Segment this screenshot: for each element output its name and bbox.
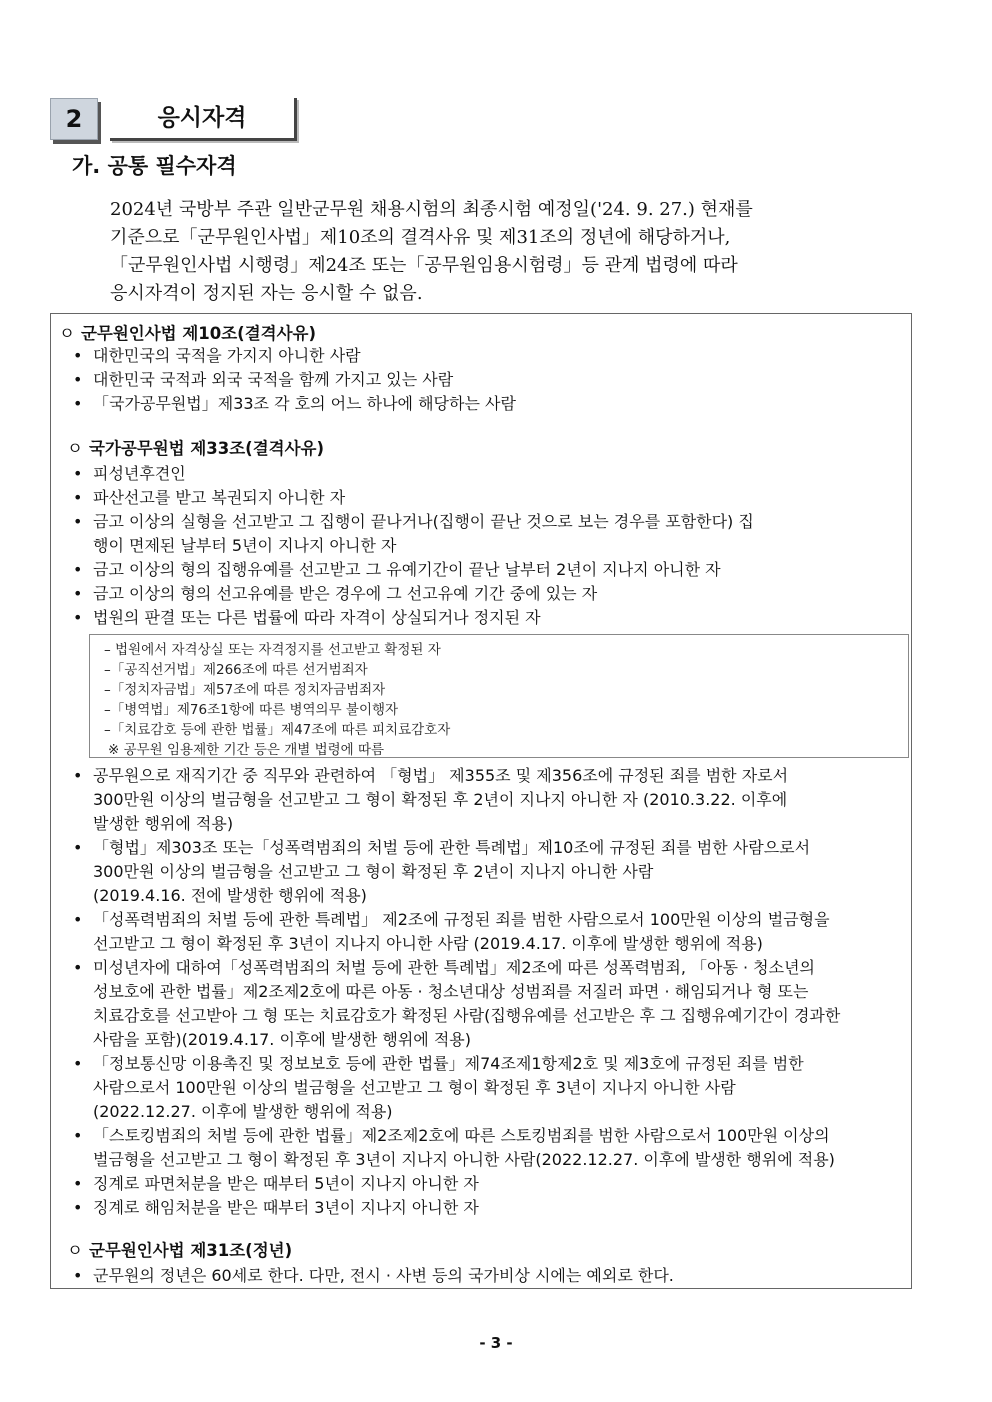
section-number: 2 bbox=[50, 98, 98, 140]
section-title: 응시자격 bbox=[110, 98, 297, 141]
bullet: • bbox=[73, 584, 83, 603]
circle-marker: ㅇ bbox=[67, 439, 83, 458]
item-text: 징계로 해임처분을 받은 때부터 3년이 지나지 아니한 자 bbox=[93, 1198, 479, 1217]
item-text: 군무원의 정년은 60세로 한다. 다만, 전시 · 사변 등의 국가비상 시에는 예외로 한다. bbox=[93, 1266, 674, 1285]
sub-item: –「공직선거법」제266조에 따른 선거범죄자 bbox=[104, 662, 368, 678]
bullet: • bbox=[73, 512, 83, 531]
sub-item: –「치료감호 등에 관한 법률」제47조에 따른 피치료감호자 bbox=[104, 722, 451, 738]
item-text: 선고받고 그 형이 확정된 후 3년이 지나지 아니한 사람 (2019.4.17. 이후에 발생한 행위에 적용) bbox=[93, 934, 763, 953]
item-text: 300만원 이상의 벌금형을 선고받고 그 형이 확정된 후 2년이 지나지 아니한 사람 bbox=[93, 862, 654, 881]
item-text: 금고 이상의 실형을 선고받고 그 집행이 끝나거나(집행이 끝난 것으로 보는 경우를 포함한다) 집 bbox=[93, 512, 754, 531]
item-text: 치료감호를 선고받아 그 형 또는 치료감호가 확정된 사람(집행유예를 선고받은 후 그 집행유예기간이 경과한 bbox=[93, 1006, 841, 1025]
sub-item: – 법원에서 자격상실 또는 자격정지를 선고받고 확정된 자 bbox=[104, 642, 441, 658]
item-text: 300만원 이상의 벌금형을 선고받고 그 형이 확정된 후 2년이 지나지 아니한 자 (2010.3.22. 이후에 bbox=[93, 790, 788, 809]
item-text: 피성년후견인 bbox=[93, 464, 186, 483]
bullet: • bbox=[73, 1054, 83, 1073]
item-text: 사람을 포함)(2019.4.17. 이후에 발생한 행위에 적용) bbox=[93, 1030, 471, 1049]
sub-item-note: ※ 공무원 임용제한 기간 등은 개별 법령에 따름 bbox=[108, 742, 385, 758]
item-text: 「정보통신망 이용촉진 및 정보보호 등에 관한 법률」제74조제1항제2호 및 제3호에 규정된 죄를 범한 bbox=[93, 1054, 804, 1073]
sub-item: –「정치자금법」제57조에 따른 정치자금범죄자 bbox=[104, 682, 386, 698]
item-text: (2022.12.27. 이후에 발생한 행위에 적용) bbox=[93, 1102, 393, 1121]
subsection-title: 가. 공통 필수자격 bbox=[72, 154, 237, 178]
bullet: • bbox=[73, 1126, 83, 1145]
item-text: 법원의 판결 또는 다른 법률에 따라 자격이 상실되거나 정지된 자 bbox=[93, 608, 541, 627]
group-title-text: 군무원인사법 제31조(정년) bbox=[88, 1241, 293, 1260]
item-text: 성보호에 관한 법률」제2조제2호에 따른 아동 · 청소년대상 성범죄를 저질러 파면 · 해임되거나 형 또는 bbox=[93, 982, 809, 1001]
item-text: 금고 이상의 형의 집행유예를 선고받고 그 유예기간이 끝난 날부터 2년이 지나지 아니한 자 bbox=[93, 560, 721, 579]
item-text: 대한민국의 국적을 가지지 아니한 사람 bbox=[93, 346, 361, 365]
item-text: 「스토킹범죄의 처벌 등에 관한 법률」제2조제2호에 따른 스토킹범죄를 범한 사람으로서 100만원 이상의 bbox=[93, 1126, 830, 1145]
section-header bbox=[50, 98, 300, 144]
bullet: • bbox=[73, 1198, 83, 1217]
item-text: 금고 이상의 형의 선고유예를 받은 경우에 그 선고유예 기간 중에 있는 자 bbox=[93, 584, 598, 603]
bullet: • bbox=[73, 560, 83, 579]
sub-item: –「병역법」제76조1항에 따른 병역의무 불이행자 bbox=[104, 702, 399, 718]
circle-marker: ㅇ bbox=[67, 1241, 83, 1260]
group-title-public-officials-act-33 bbox=[67, 435, 324, 459]
bullet: • bbox=[73, 488, 83, 507]
circle-marker: ㅇ bbox=[59, 324, 75, 343]
intro-line: 「군무원인사법 시행령」제24조 또는「공무원임용시험령」등 관계 법령에 따라 bbox=[110, 255, 738, 276]
group-title-text: 군무원인사법 제10조(결격사유) bbox=[80, 324, 317, 343]
sub-items-box bbox=[89, 634, 909, 758]
item-text: 미성년자에 대하여「성폭력범죄의 처벌 등에 관한 특례법」제2조에 따른 성폭력범죄, 「아동 · 청소년의 bbox=[93, 958, 815, 977]
item-text: 벌금형을 선고받고 그 형이 확정된 후 3년이 지나지 아니한 사람(2022.12.27. 이후에 발생한 행위에 적용) bbox=[93, 1150, 835, 1169]
bullet: • bbox=[73, 394, 83, 413]
bullet: • bbox=[73, 910, 83, 929]
item-text: 파산선고를 받고 복권되지 아니한 자 bbox=[93, 488, 346, 507]
group-title-text: 국가공무원법 제33조(결격사유) bbox=[88, 439, 325, 458]
intro-paragraph bbox=[110, 196, 910, 308]
intro-line: 응시자격이 정지된 자는 응시할 수 없음. bbox=[110, 283, 423, 304]
intro-line: 2024년 국방부 주관 일반군무원 채용시험의 최종시험 예정일('24. 9. 27.) 현재를 bbox=[110, 199, 753, 220]
qualification-box bbox=[50, 313, 912, 1289]
bullet: • bbox=[73, 766, 83, 785]
item-text: 「형법」제303조 또는「성폭력범죄의 처벌 등에 관한 특례법」제10조에 규정된 죄를 범한 사람으로서 bbox=[93, 838, 811, 857]
item-text: 징계로 파면처분을 받은 때부터 5년이 지나지 아니한 자 bbox=[93, 1174, 479, 1193]
item-text: 「국가공무원법」제33조 각 호의 어느 하나에 해당하는 사람 bbox=[93, 394, 516, 413]
item-text: 행이 면제된 날부터 5년이 지나지 아니한 자 bbox=[93, 536, 397, 555]
item-text: 공무원으로 재직기간 중 직무와 관련하여 「형법」 제355조 및 제356조에 규정된 죄를 범한 자로서 bbox=[93, 766, 789, 785]
bullet: • bbox=[73, 958, 83, 977]
group-title-military-act-31 bbox=[67, 1237, 292, 1261]
item-text: 대한민국 국적과 외국 국적을 함께 가지고 있는 사람 bbox=[93, 370, 454, 389]
page-number: - 3 - bbox=[479, 1334, 513, 1352]
bullet: • bbox=[73, 608, 83, 627]
bullet: • bbox=[73, 838, 83, 857]
bullet: • bbox=[73, 1174, 83, 1193]
bullet: • bbox=[73, 464, 83, 483]
item-text: (2019.4.16. 전에 발생한 행위에 적용) bbox=[93, 886, 367, 905]
item-text: 사람으로서 100만원 이상의 벌금형을 선고받고 그 형이 확정된 후 3년이 지나지 아니한 사람 bbox=[93, 1078, 736, 1097]
bullet: • bbox=[73, 370, 83, 389]
item-text: 「성폭력범죄의 처벌 등에 관한 특례법」 제2조에 규정된 죄를 범한 사람으로서 100만원 이상의 벌금형을 bbox=[93, 910, 830, 929]
item-text: 발생한 행위에 적용) bbox=[93, 814, 234, 833]
bullet: • bbox=[73, 1266, 83, 1285]
group-title-military-act-10 bbox=[59, 320, 316, 344]
bullet: • bbox=[73, 346, 83, 365]
intro-line: 기준으로「군무원인사법」제10조의 결격사유 및 제31조의 정년에 해당하거나, bbox=[110, 227, 731, 248]
